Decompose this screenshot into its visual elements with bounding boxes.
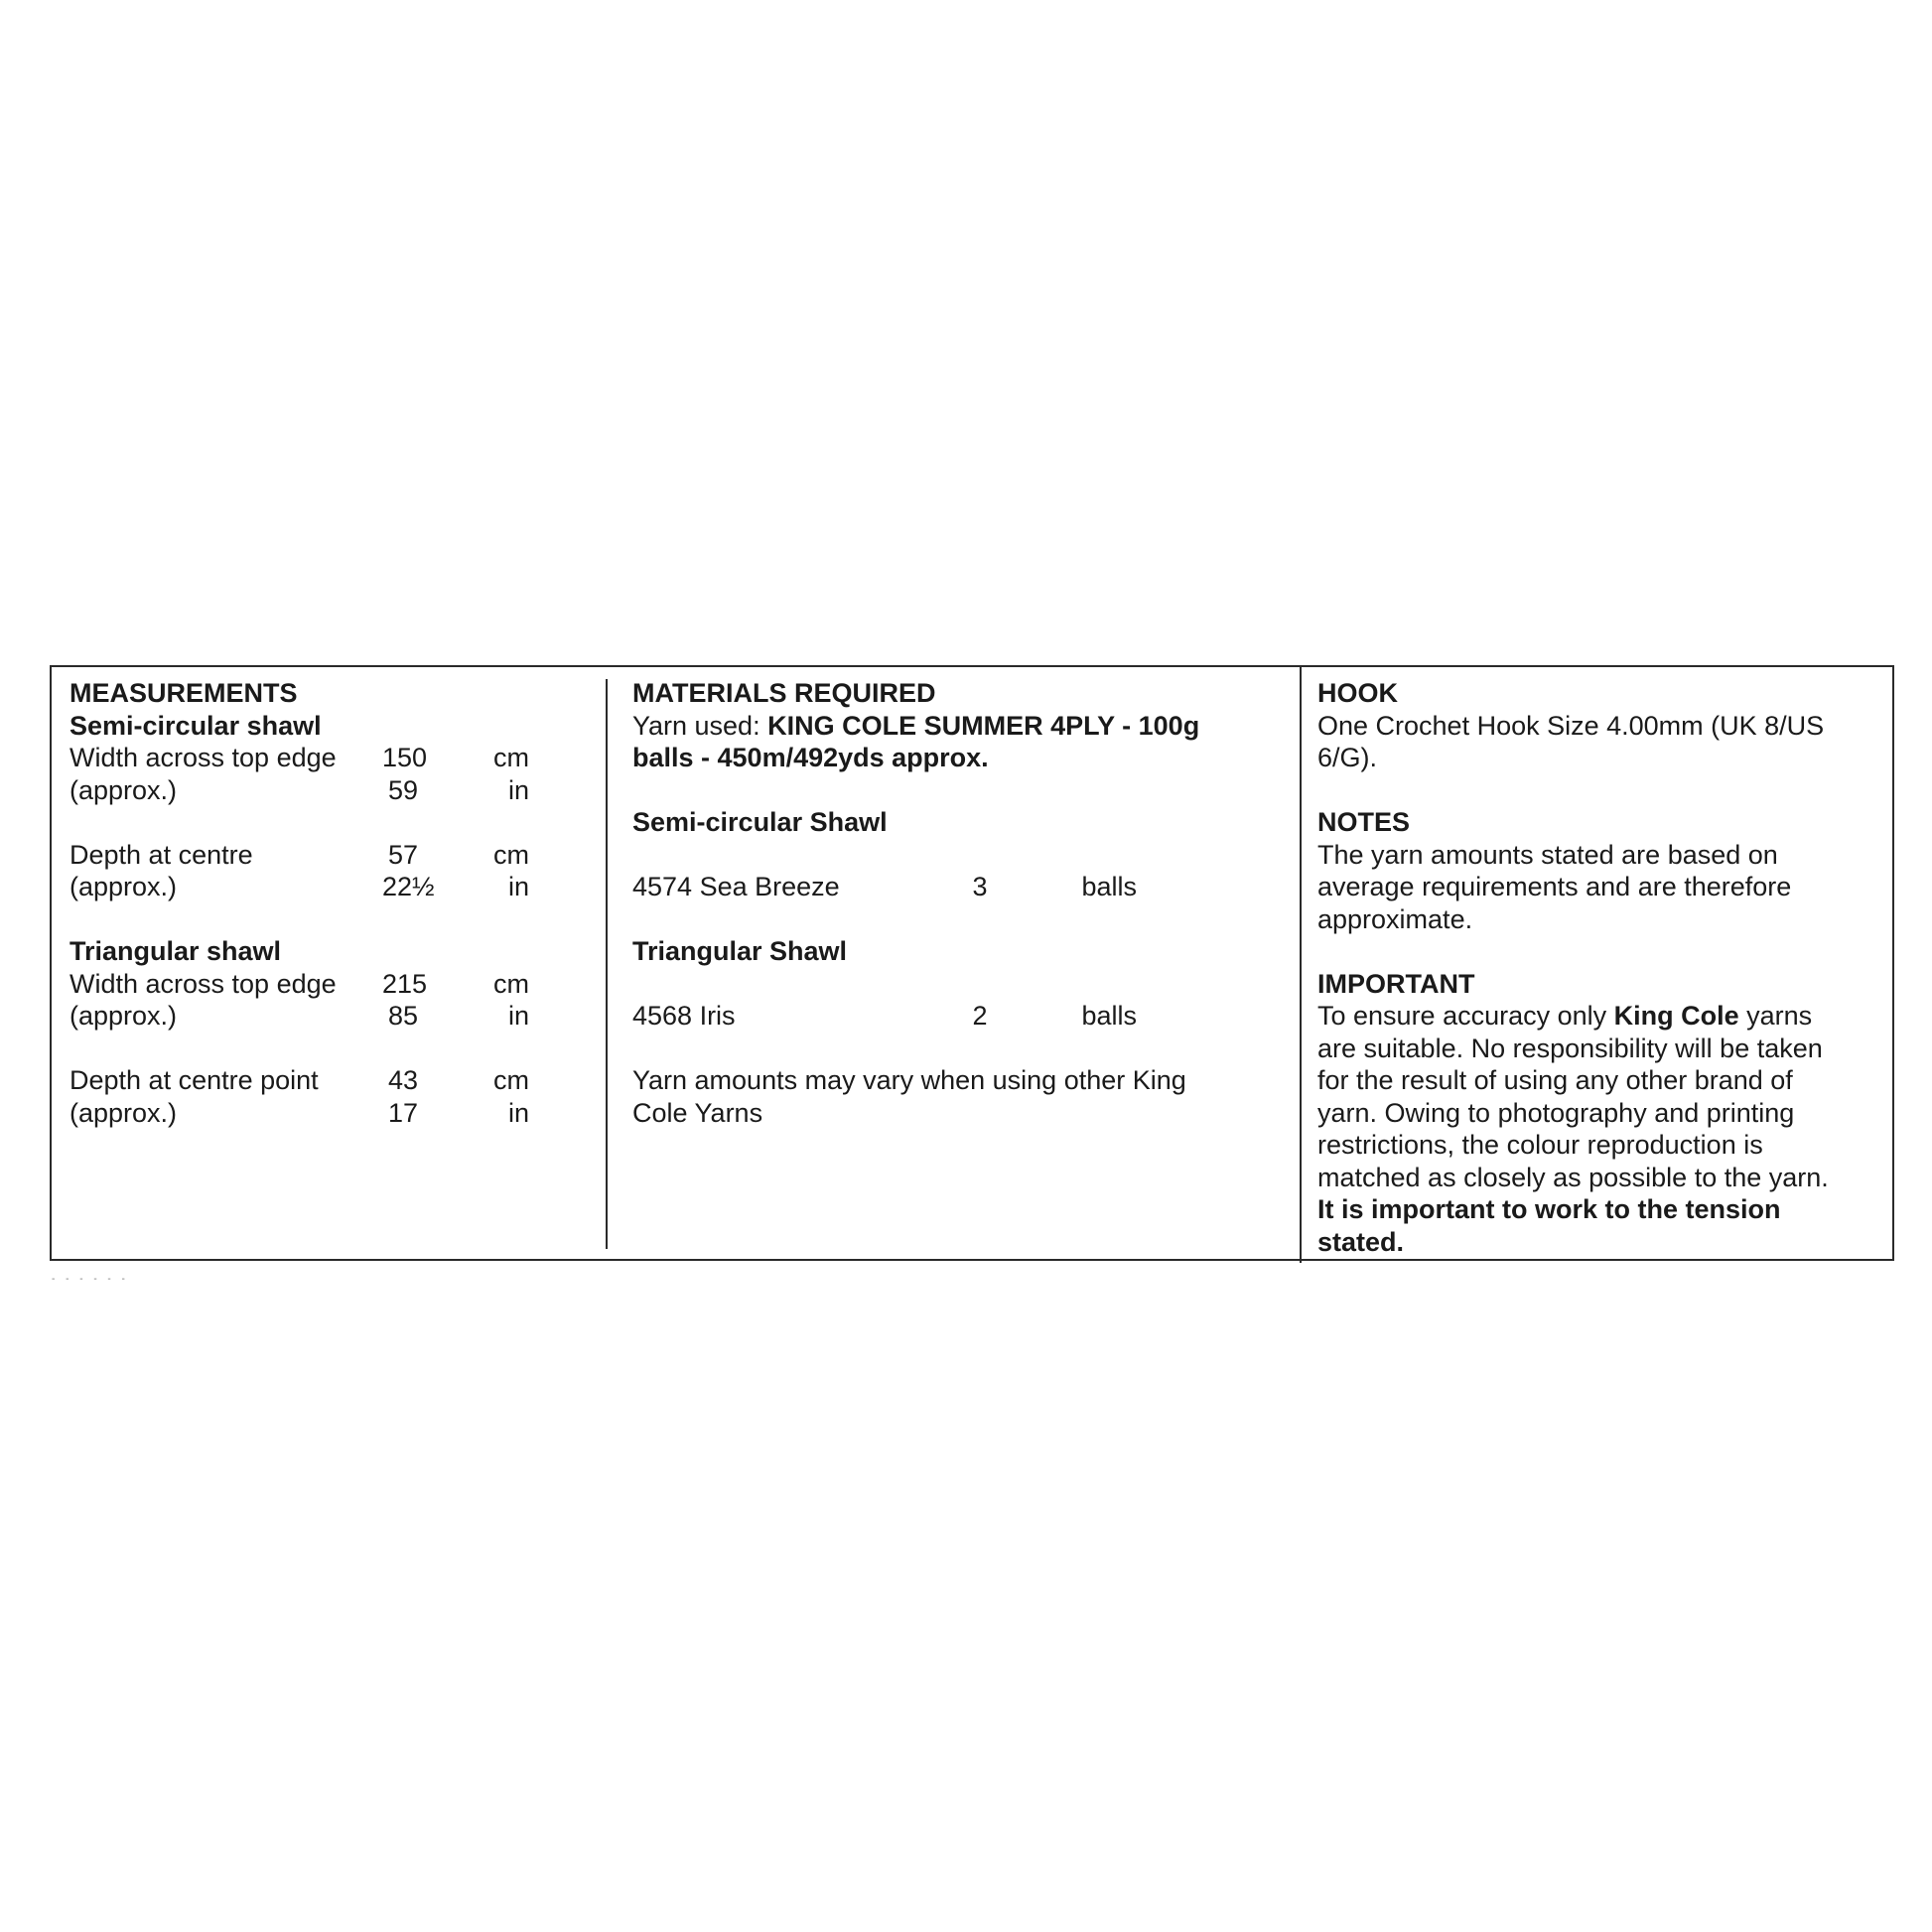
footer-mark: - - - - - - bbox=[52, 1274, 129, 1285]
materials-heading: MATERIALS REQUIRED bbox=[632, 678, 936, 708]
notes-heading: NOTES bbox=[1317, 807, 1411, 837]
semi-circular-shawl-title: Semi-circular Shawl bbox=[632, 807, 888, 837]
important-heading: IMPORTANT bbox=[1317, 968, 1475, 999]
important-line: for the result of using any other brand of bbox=[1317, 1065, 1793, 1095]
important-line: yarn. Owing to photography and printing bbox=[1317, 1097, 1795, 1128]
notes-line: approximate. bbox=[1317, 903, 1473, 934]
measurements-heading: MEASUREMENTS bbox=[69, 678, 298, 708]
measurement-row: (approx.) 85 in bbox=[69, 1001, 529, 1031]
triangular-title: Triangular shawl bbox=[69, 936, 282, 966]
measurement-row: Width across top edge 150 cm bbox=[69, 743, 529, 772]
measurement-row: (approx.) 59 in bbox=[69, 774, 529, 805]
measurements-column bbox=[69, 677, 596, 1129]
important-line: are suitable. No responsibility will be taken bbox=[1317, 1033, 1823, 1063]
yarn-note-line: Cole Yarns bbox=[632, 1097, 763, 1128]
yarn-used-prefix: Yarn used: bbox=[632, 710, 768, 741]
pattern-info-panel bbox=[50, 665, 1894, 1261]
column-divider bbox=[1300, 667, 1302, 1263]
hook-heading: HOOK bbox=[1317, 678, 1398, 708]
triangular-shawl-title: Triangular Shawl bbox=[632, 936, 848, 966]
hook-line: One Crochet Hook Size 4.00mm (UK 8/US bbox=[1317, 710, 1825, 741]
tension-warning: stated. bbox=[1317, 1226, 1405, 1257]
measurement-row: Width across top edge 215 cm bbox=[69, 968, 529, 999]
hook-line: 6/G). bbox=[1317, 743, 1378, 772]
semi-circular-title: Semi-circular shawl bbox=[69, 710, 322, 741]
measurement-row: Depth at centre 57 cm bbox=[69, 839, 529, 870]
measurement-row: (approx.) 22½ in bbox=[69, 872, 529, 901]
yarn-item-row: 4568 Iris 2 balls bbox=[632, 1001, 1137, 1031]
yarn-note-line: Yarn amounts may vary when using other King bbox=[632, 1065, 1186, 1095]
yarn-name-cont: balls - 450m/492yds approx. bbox=[632, 743, 989, 772]
yarn-item-row: 4574 Sea Breeze 3 balls bbox=[632, 872, 1137, 901]
yarn-name: KING COLE SUMMER 4PLY - 100g bbox=[767, 710, 1200, 741]
important-line: restrictions, the colour reproduction is bbox=[1317, 1130, 1763, 1160]
important-line: To ensure accuracy only King Cole yarns bbox=[1317, 1001, 1813, 1031]
hook-notes-column bbox=[1317, 677, 1883, 1258]
important-line: matched as closely as possible to the yarn. bbox=[1317, 1162, 1829, 1192]
notes-line: The yarn amounts stated are based on bbox=[1317, 839, 1778, 870]
measurement-row: Depth at centre point 43 cm bbox=[69, 1065, 529, 1095]
tension-warning: It is important to work to the tension bbox=[1317, 1194, 1781, 1224]
brand-name: King Cole bbox=[1613, 1001, 1739, 1031]
materials-column bbox=[632, 677, 1268, 1129]
column-divider bbox=[606, 679, 608, 1249]
measurement-row: (approx.) 17 in bbox=[69, 1097, 529, 1128]
notes-line: average requirements and are therefore bbox=[1317, 872, 1792, 901]
yarn-used-line bbox=[632, 710, 1268, 743]
